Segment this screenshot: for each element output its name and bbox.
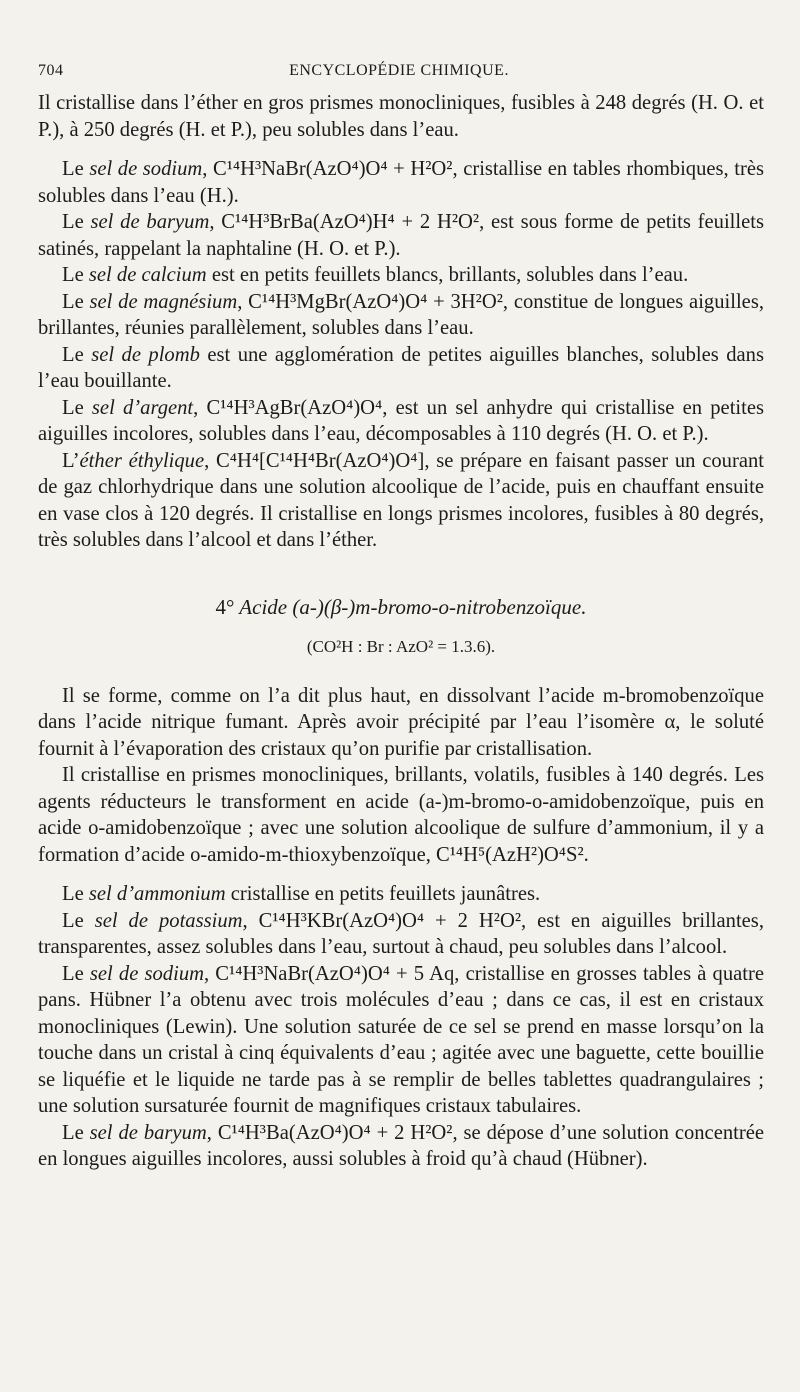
section-number: 4° — [215, 594, 235, 619]
salt-name: sel de baryum — [90, 211, 210, 233]
compound-name: éther éthylique — [79, 449, 205, 472]
salt-name: sel de calcium — [88, 264, 207, 286]
paragraph-barium-salt-2: Le sel de baryum, C¹⁴H³Ba(AzO⁴)O⁴ + 2 H²O², se dépose d’une solution concentrée en longues aiguilles incolores, aussi solubles à froid qu’à chaud (Hübner). — [38, 1121, 764, 1170]
chemical-formula: , C¹⁴H³KBr(AzO⁴)O⁴ + 2 H²O² — [242, 909, 522, 932]
paragraph-silver-salt: Le sel d’argent, C¹⁴H³AgBr(AzO⁴)O⁴, est un sel anhydre qui cristallise en petites aiguilles incolores, solubles dans l’eau, décomposables à 110 degrés (H. O. et P.). — [38, 396, 765, 445]
paragraph-barium-salt: Le sel de baryum, C¹⁴H³BrBa(AzO⁴)H⁴ + 2 H²O², est sous forme de petits feuillets satinés, rappelant la naphtaline (H. O. et P.). — [38, 211, 765, 260]
salt-name: sel de sodium — [89, 962, 204, 985]
chemical-formula: , C¹⁴H³AgBr(AzO⁴)O⁴ — [193, 396, 383, 419]
section-heading — [38, 594, 764, 621]
section-title: Acide (a-)(β-)m-bromo-o-nitrobenzoïque. — [234, 594, 587, 619]
salt-name: sel de potassium — [94, 909, 243, 932]
text-body — [38, 90, 764, 1173]
salt-name: sel de sodium — [89, 158, 203, 180]
salt-name: sel d’argent — [91, 396, 194, 419]
running-header — [38, 62, 760, 86]
paragraph-magnesium-salt: Le sel de magnésium, C¹⁴H³MgBr(AzO⁴)O⁴ + 3H²O², constitue de longues aiguilles, brillantes, réunies parallèlement, solubles dans l’eau. — [38, 290, 764, 339]
paragraph-sodium-salt: Le sel de sodium, C¹⁴H³NaBr(AzO⁴)O⁴ + H²O², cristallise en tables rhombiques, très solubles dans l’eau (H.). — [38, 158, 765, 207]
salt-name: sel de magnésium — [89, 290, 238, 313]
paragraph-calcium-salt: Le sel de calcium est en petits feuillets blancs, brillants, solubles dans l’eau. — [62, 264, 689, 286]
page-number: 704 — [38, 62, 64, 79]
salt-name: sel de plomb — [91, 343, 200, 366]
chemical-formula: , C¹⁴H³Ba(AzO⁴)O⁴ + 2 H²O² — [206, 1121, 453, 1144]
chemical-formula: , C⁴H⁴[C¹⁴H⁴Br(AzO⁴)O⁴] — [204, 449, 425, 472]
salt-name: sel de baryum — [89, 1121, 207, 1144]
salt-name: sel d’ammonium — [88, 883, 226, 905]
paragraph-crystallization: Il cristallise dans l’éther en gros prismes monocliniques, fusibles à 248 degrés (H. O. et P.), à 250 degrés (H. et P.), peu solubles dans l’eau. — [38, 92, 764, 141]
chemical-formula: , C¹⁴H³NaBr(AzO⁴)O⁴ + 5 Aq — [204, 962, 455, 985]
chemical-formula: , C¹⁴H³MgBr(AzO⁴)O⁴ + 3H²O² — [237, 290, 503, 313]
chemical-formula: , C¹⁴H³BrBa(AzO⁴)H⁴ + 2 H²O² — [209, 211, 480, 233]
paragraph-potassium-salt: Le sel de potassium, C¹⁴H³KBr(AzO⁴)O⁴ + 2 H²O², est en aiguilles brillantes, transparentes, assez solubles dans l’eau, surtout à chaud, peu solubles dans l’alcool. — [38, 909, 764, 958]
paragraph-ammonium-salt: Le sel d’ammonium cristallise en petits feuillets jaunâtres. — [62, 883, 541, 905]
paragraph-ethyl-ether: L’éther éthylique, C⁴H⁴[C¹⁴H⁴Br(AzO⁴)O⁴], se prépare en faisant passer un courant de gaz chlorhydrique dans une solution alcoolique de l’acide, puis en chauffant ensuite en vase clos à 120 degrés. Il cristallise en longs prismes incolores, fusibles à 80 degrés, très solubles dans l’alcool et dans l’éther. — [38, 449, 764, 551]
chemical-formula: , C¹⁴H³NaBr(AzO⁴)O⁴ + H²O² — [202, 158, 453, 180]
paragraph-properties: Il cristallise en prismes monocliniques, brillants, volatils, fusibles à 140 degrés. Les agents réducteurs le transforment en acide (a-)m-bromo-o-amidobenzoïque, puis en acide o-amidobenzoïque ; avec une solution alcoolique de sulfure d’ammonium, il y a formation d’acide o-amido-m-thioxybenzoïque, C¹⁴H⁵(AzH²)O⁴S². — [38, 764, 764, 866]
paragraph-formation: Il se forme, comme on l’a dit plus haut, en dissolvant l’acide m-bromobenzoïque dans l’acide nitrique fumant. Après avoir précipité par l’eau l’isomère α, le soluté fournit à l’évaporation des cristaux qu’on purifie par cristallisation. — [38, 684, 764, 760]
paragraph-sodium-salt-2: Le sel de sodium, C¹⁴H³NaBr(AzO⁴)O⁴ + 5 Aq, cristallise en grosses tables à quatre pans. Hübner l’a obtenu avec trois molécules d’eau ; dans ce cas, il est en cristaux monocliniques (Lewin). Une solution saturée de ce sel se prend en masse lorsqu’on la touche dans un cristal à cinq équivalents d’eau ; agitée avec une baguette, cette bouillie se liquéfie et le liquide ne tarde pas à se remplir de belles tablettes quadrangulaires ; une solution sursaturée fournit de magnifiques cristaux tabulaires. — [38, 962, 764, 1117]
section-formula: (CO²H : Br : AzO² = 1.3.6). — [306, 637, 496, 656]
running-title: ENCYCLOPÉDIE CHIMIQUE. — [289, 62, 509, 79]
paragraph-lead-salt: Le sel de plomb est une agglomération de petites aiguilles blanches, solubles dans l’eau bouillante. — [38, 343, 764, 392]
